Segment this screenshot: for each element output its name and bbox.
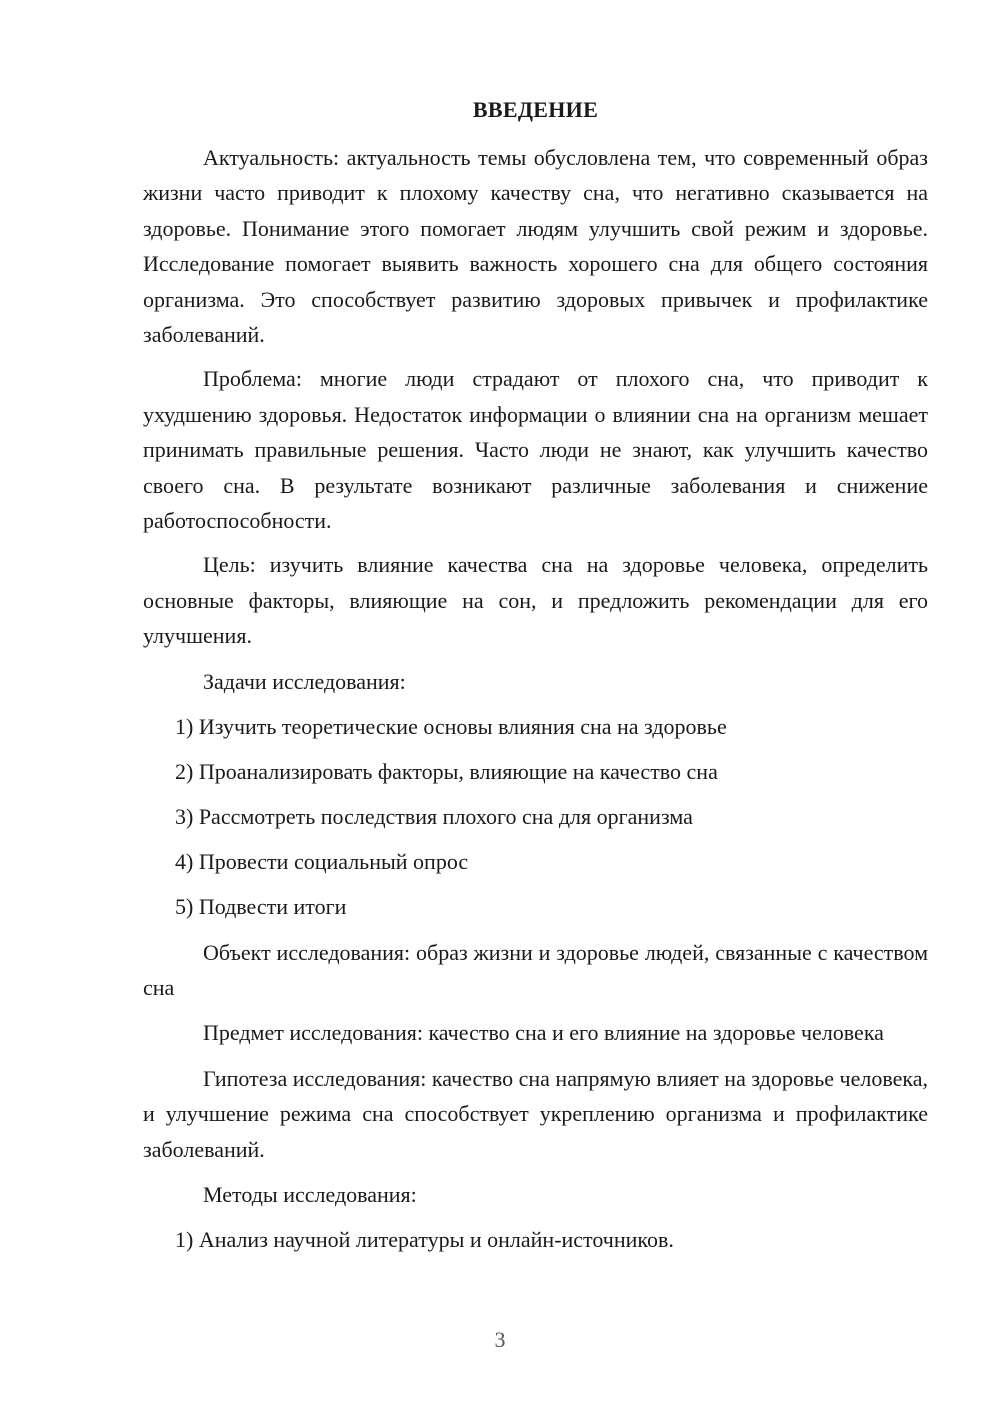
task-item: 2) Проанализировать факторы, влияющие на качество сна	[175, 758, 718, 784]
object-paragraph: Объект исследования: образ жизни и здоровье людей, связанные с качеством сна	[143, 939, 928, 1000]
tasks-list	[143, 709, 928, 925]
task-item: 1) Изучить теоретические основы влияния сна на здоровье	[175, 713, 727, 739]
task-item: 5) Подвести итоги	[175, 894, 347, 920]
tasks-heading: Задачи исследования:	[203, 668, 406, 694]
methods-heading: Методы исследования:	[203, 1182, 417, 1207]
goal-paragraph: Цель: изучить влияние качества сна на здоровье человека, определить основные факторы, влияющие на сон, и предложить рекомендации для его улучшения.	[143, 552, 928, 649]
subject-paragraph: Предмет исследования: качество сна и его влияние на здоровье человека	[203, 1020, 884, 1046]
problem-paragraph: Проблема: многие люди страдают от плохого сна, что приводит к ухудшению здоровья. Недостаток информации о влиянии сна на организм мешает принимать правильные решения. Часто люди не знают, как улучшить качество своего сна. В результате возникают различные заболевания и снижение работоспособности.	[143, 366, 928, 534]
section-title: ВВЕДЕНИЕ	[472, 97, 599, 122]
method-item: 1) Анализ научной литературы и онлайн-источников.	[175, 1227, 674, 1253]
relevance-paragraph: Актуальность: актуальность темы обусловлена тем, что современный образ жизни часто приводит к плохому качеству сна, что негативно сказывается на здоровье. Понимание этого помогает людям улучшить свой режим и здоровье. Исследование помогает выявить важность хорошего сна для общего состояния организма. Это способствует развитию здоровых привычек и профилактике заболеваний.	[143, 145, 928, 348]
task-item: 4) Провести социальный опрос	[175, 849, 469, 875]
task-item: 3) Рассмотреть последствия плохого сна для организма	[175, 803, 693, 829]
methods-list	[143, 1222, 928, 1257]
page-number: 3	[494, 1327, 506, 1352]
hypothesis-paragraph: Гипотеза исследования: качество сна напрямую влияет на здоровье человека, и улучшение режима сна способствует укреплению организма и профилактике заболеваний.	[143, 1065, 928, 1162]
document-page	[143, 92, 928, 1258]
